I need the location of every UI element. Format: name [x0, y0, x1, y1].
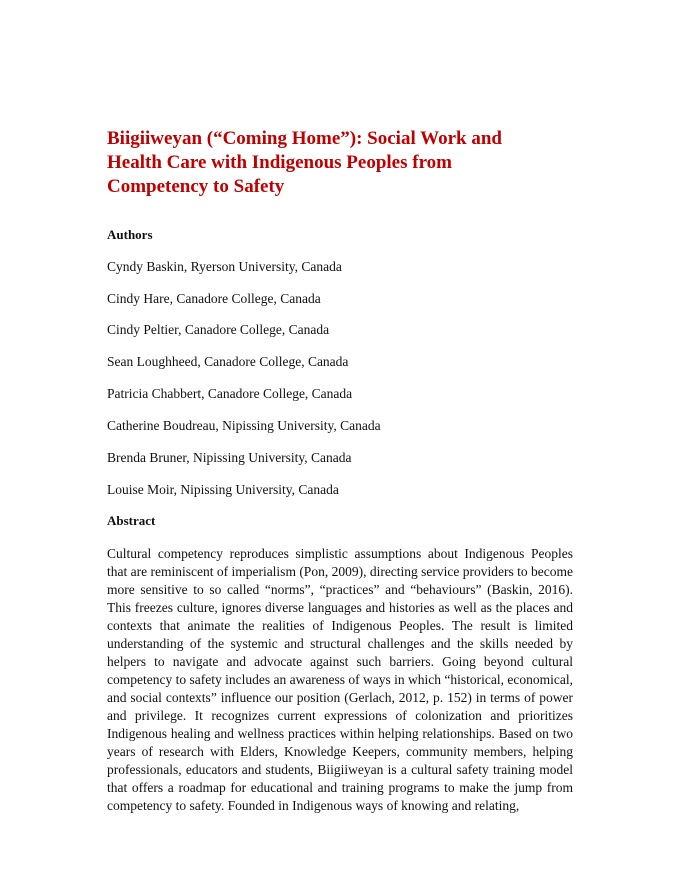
author-line: Sean Loughheed, Canadore College, Canada: [107, 354, 349, 369]
authors-heading: Authors: [107, 227, 153, 242]
author-line: Cindy Peltier, Canadore College, Canada: [107, 322, 330, 337]
abstract-body: Cultural competency reproduces simplistic assumptions about Indigenous Peoples that are reminiscent of imperialism (Pon, 2009), directing service providers to become more sensitive to so called “norms”, “practices” and “behaviours” (Baskin, 2016). This freezes culture, ignores diverse languages and histories as well as the places and contexts that animate the realities of Indigenous Peoples. The result is limited understanding of the systemic and structural challenges and the skills needed by helpers to navigate and advocate against such barriers. Going beyond cultural competency to safety includes an awareness of ways in which “historical, economical, and social contexts” influence our position (Gerlach, 2012, p. 152) in terms of power and privilege. It recognizes current expressions of colonization and prioritizes Indigenous healing and wellness practices within helping relationships. Based on two years of research with Elders, Knowledge Keepers, community members, helping professionals, educators and students, Biigiiweyan is a cultural safety training model that offers a roadmap for educational and training programs to make the jump from competency to safety. Founded in Indigenous ways of knowing and relating,: [107, 546, 573, 813]
author-line: Patricia Chabbert, Canadore College, Canada: [107, 386, 353, 401]
abstract-heading: Abstract: [107, 513, 156, 528]
title-line: Biigiiweyan (“Coming Home”): Social Work and: [107, 128, 502, 149]
author-line: Brenda Bruner, Nipissing University, Canada: [107, 450, 352, 465]
author-line: Catherine Boudreau, Nipissing University, Canada: [107, 418, 381, 433]
author-line: Cyndy Baskin, Ryerson University, Canada: [107, 259, 342, 274]
author-line: Cindy Hare, Canadore College, Canada: [107, 291, 321, 306]
paper-title: [107, 127, 577, 199]
title-line: Competency to Safety: [107, 176, 285, 197]
title-line: Health Care with Indigenous Peoples from: [107, 152, 452, 173]
author-line: Louise Moir, Nipissing University, Canada: [107, 482, 339, 497]
